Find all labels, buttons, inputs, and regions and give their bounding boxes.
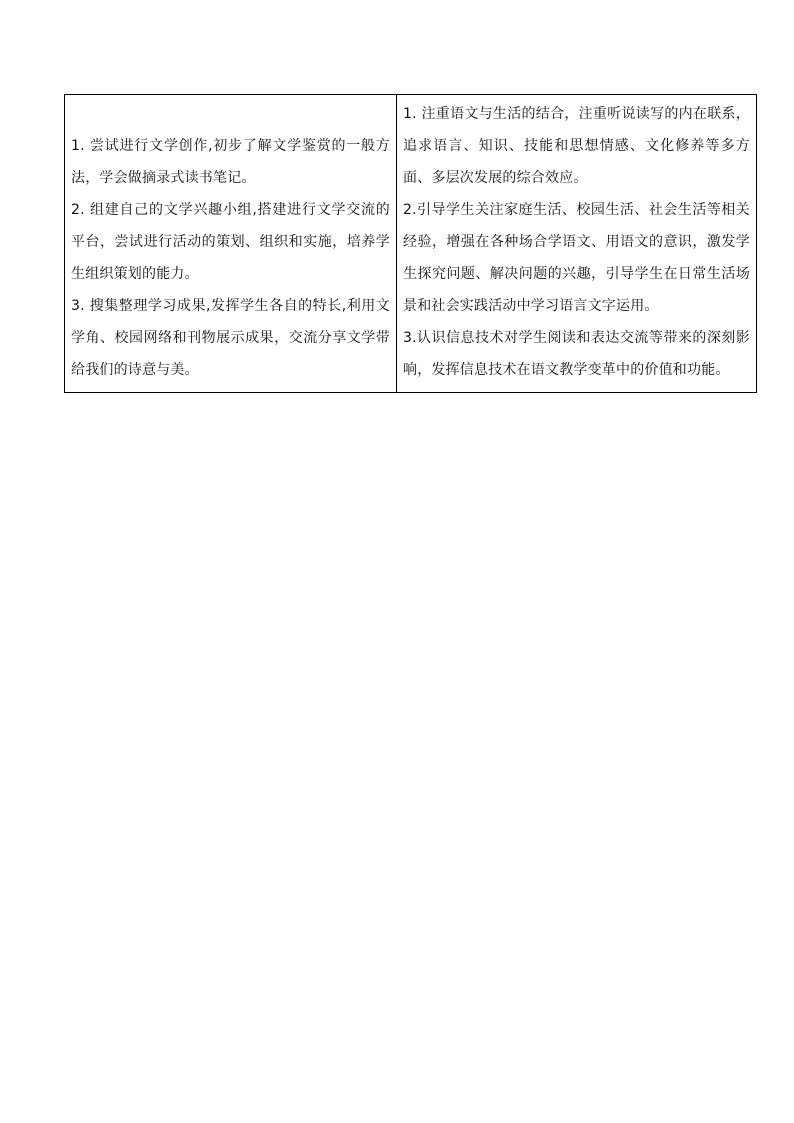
right-item-2: 2.引导学生关注家庭生活、校园生活、社会生活等相关经验，增强在各种场合学语文、用语文的意识，激发学生探究问题、解决问题的兴趣，引导学生在日常生活场景和社会实践活动中学习语言文字运用。 bbox=[403, 202, 750, 314]
content-table bbox=[64, 94, 757, 393]
left-item-2: 2. 组建自己的文学兴趣小组,搭建进行文学交流的平台，尝试进行活动的策划、组织和实施，培养学生组织策划的能力。 bbox=[71, 202, 390, 282]
left-cell bbox=[65, 95, 397, 393]
table-row bbox=[65, 95, 757, 393]
right-item-1: 1. 注重语文与生活的结合，注重听说读写的内在联系，追求语言、知识、技能和思想情感、文化修养等多方面、多层次发展的综合效应。 bbox=[403, 106, 750, 186]
right-cell bbox=[397, 95, 757, 393]
right-item-3: 3.认识信息技术对学生阅读和表达交流等带来的深刻影响，发挥信息技术在语文教学变革中的价值和功能。 bbox=[403, 330, 750, 378]
left-item-3: 3. 搜集整理学习成果,发挥学生各自的特长,利用文学角、校园网络和刊物展示成果，交流分享文学带给我们的诗意与美。 bbox=[71, 298, 390, 378]
left-cell-content bbox=[71, 98, 390, 386]
right-cell-content bbox=[403, 98, 750, 386]
left-item-1: 1. 尝试进行文学创作,初步了解文学鉴赏的一般方法，学会做摘录式读书笔记。 bbox=[71, 138, 390, 186]
